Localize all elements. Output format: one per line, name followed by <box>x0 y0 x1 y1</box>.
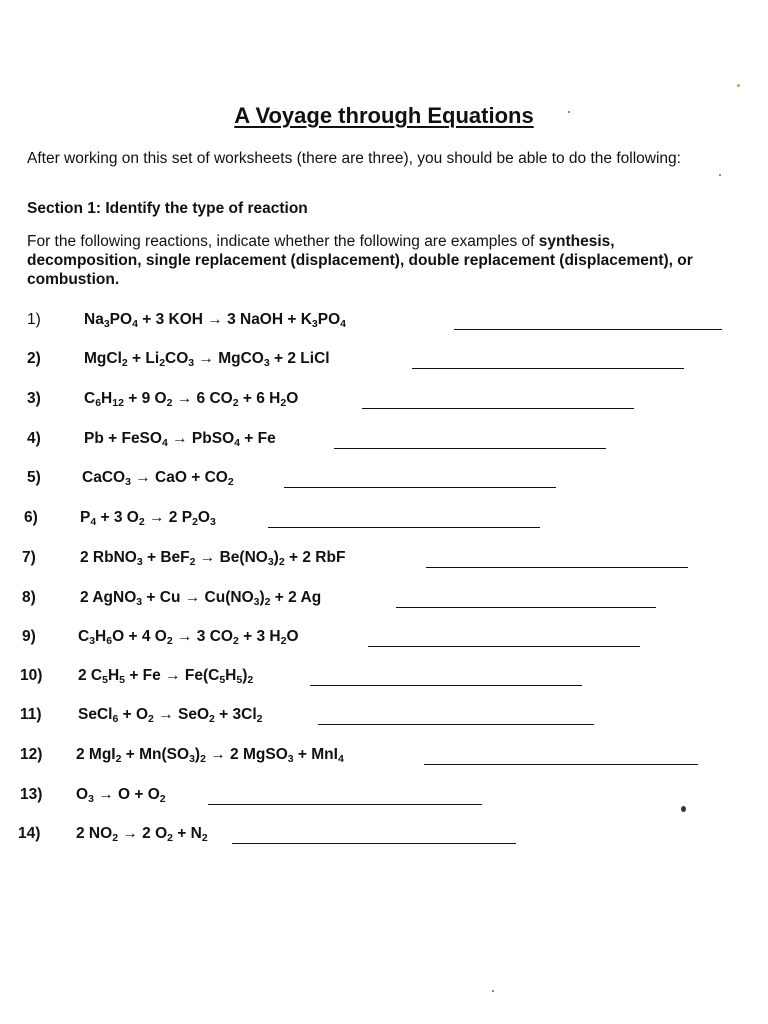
answer-line[interactable] <box>396 607 656 608</box>
reaction-number: 9) <box>22 628 36 645</box>
reaction-number: 4) <box>27 430 41 447</box>
reaction-number: 11) <box>20 706 42 723</box>
reaction-row <box>0 628 768 652</box>
intro-text: After working on this set of worksheets (there are three), you should be able to do the following: <box>27 150 681 167</box>
answer-line[interactable] <box>318 724 594 725</box>
reaction-row <box>0 350 768 374</box>
answer-line[interactable] <box>284 487 556 488</box>
reaction-equation: SeCl$_6$ + $O_2 \to SeO_2 + 3Cl_2$ <box>78 706 263 725</box>
scan-speck <box>568 111 570 113</box>
reaction-row <box>0 825 768 849</box>
reaction-number: 8) <box>22 589 36 606</box>
reaction-number: 3) <box>27 390 41 407</box>
reaction-equation: 2 $MgI_2 + Mn(SO_3)_2 \to 2$ MgSO$_3$ + MnI$_4$ <box>76 746 344 765</box>
reaction-row <box>0 706 768 730</box>
scan-speck <box>681 806 686 812</box>
reaction-equation: MgCl$_2$ + $Li_2CO_3$ → MgCO$_3$ + 2 LiCl <box>84 350 330 369</box>
answer-line[interactable] <box>268 527 540 528</box>
scan-speck <box>737 84 740 87</box>
reaction-row <box>0 786 768 810</box>
reaction-types: synthesis, decomposition, single replacement (displacement), double replacement (displacement), or combustion. <box>27 233 693 288</box>
reaction-number: 12) <box>20 746 43 763</box>
reaction-number: 5) <box>27 469 41 486</box>
reaction-number: 6) <box>24 509 38 526</box>
section-heading: Section 1: Identify the type of reaction <box>27 200 308 217</box>
instructions-lead: For the following reactions, indicate whether the following are examples of <box>27 233 535 250</box>
answer-line[interactable] <box>412 368 684 369</box>
reaction-equation: $P_4 + 3$ $O_2 \to 2$ $P_2O_3$ <box>80 509 216 528</box>
answer-line[interactable] <box>454 329 722 330</box>
reaction-equation: 2 RbNO$_3$ + $BeF_2 \to Be(NO_3)_2 + 2$ RbF <box>80 549 346 568</box>
reaction-row <box>0 509 768 533</box>
scan-speck <box>719 174 721 176</box>
worksheet-title: A Voyage through Equations <box>234 103 534 128</box>
reaction-row <box>0 549 768 573</box>
reaction-row <box>0 589 768 613</box>
reaction-number: 1) <box>27 311 41 328</box>
reaction-number: 2) <box>27 350 41 367</box>
reaction-equation: $Na_3PO_4 + 3$ KOH → 3 NaOH + $K_3PO_4$ <box>84 311 347 330</box>
answer-line[interactable] <box>368 646 640 647</box>
reaction-equation: $C_6H_{12} + 9$ $O_2 \to 6$ $CO_2 + 6$ $H_2O$ <box>84 390 299 409</box>
reaction-equation: $O_3 \to O + O_2$ <box>76 786 166 805</box>
reaction-equation: CaCO$_3$ → CaO + $CO_2$ <box>82 469 234 488</box>
answer-line[interactable] <box>310 685 582 686</box>
answer-line[interactable] <box>208 804 482 805</box>
answer-line[interactable] <box>232 843 516 844</box>
reaction-row <box>0 390 768 414</box>
reaction-number: 13) <box>20 786 43 803</box>
reaction-equation: Pb + FeSO$_4$ → PbSO$_4$ + Fe <box>84 430 276 449</box>
reaction-row <box>0 746 768 770</box>
answer-line[interactable] <box>424 764 698 765</box>
reaction-equation: 2 $NO_2 \to 2$ $O_2 + N_2$ <box>76 825 208 844</box>
answer-line[interactable] <box>426 567 688 568</box>
reaction-row <box>0 667 768 691</box>
reaction-equation: 2 $C_5H_5 + Fe \to Fe(C_5H_5)_2$ <box>78 667 254 686</box>
reaction-number: 7) <box>22 549 36 566</box>
reaction-equation: $C_3H_6O + 4$ $O_2 \to 3$ $CO_2 + 3$ $H_2O$ <box>78 628 299 647</box>
scan-speck <box>492 990 494 992</box>
reaction-number: 14) <box>18 825 41 842</box>
instructions <box>27 232 707 289</box>
reaction-row <box>0 469 768 493</box>
answer-line[interactable] <box>334 448 606 449</box>
reaction-equation: 2 AgNO$_3$ + $Cu \to Cu(NO_3)_2 + 2$ Ag <box>80 589 322 608</box>
reaction-row <box>0 311 768 335</box>
reaction-row <box>0 430 768 454</box>
answer-line[interactable] <box>362 408 634 409</box>
reaction-number: 10) <box>20 667 43 684</box>
